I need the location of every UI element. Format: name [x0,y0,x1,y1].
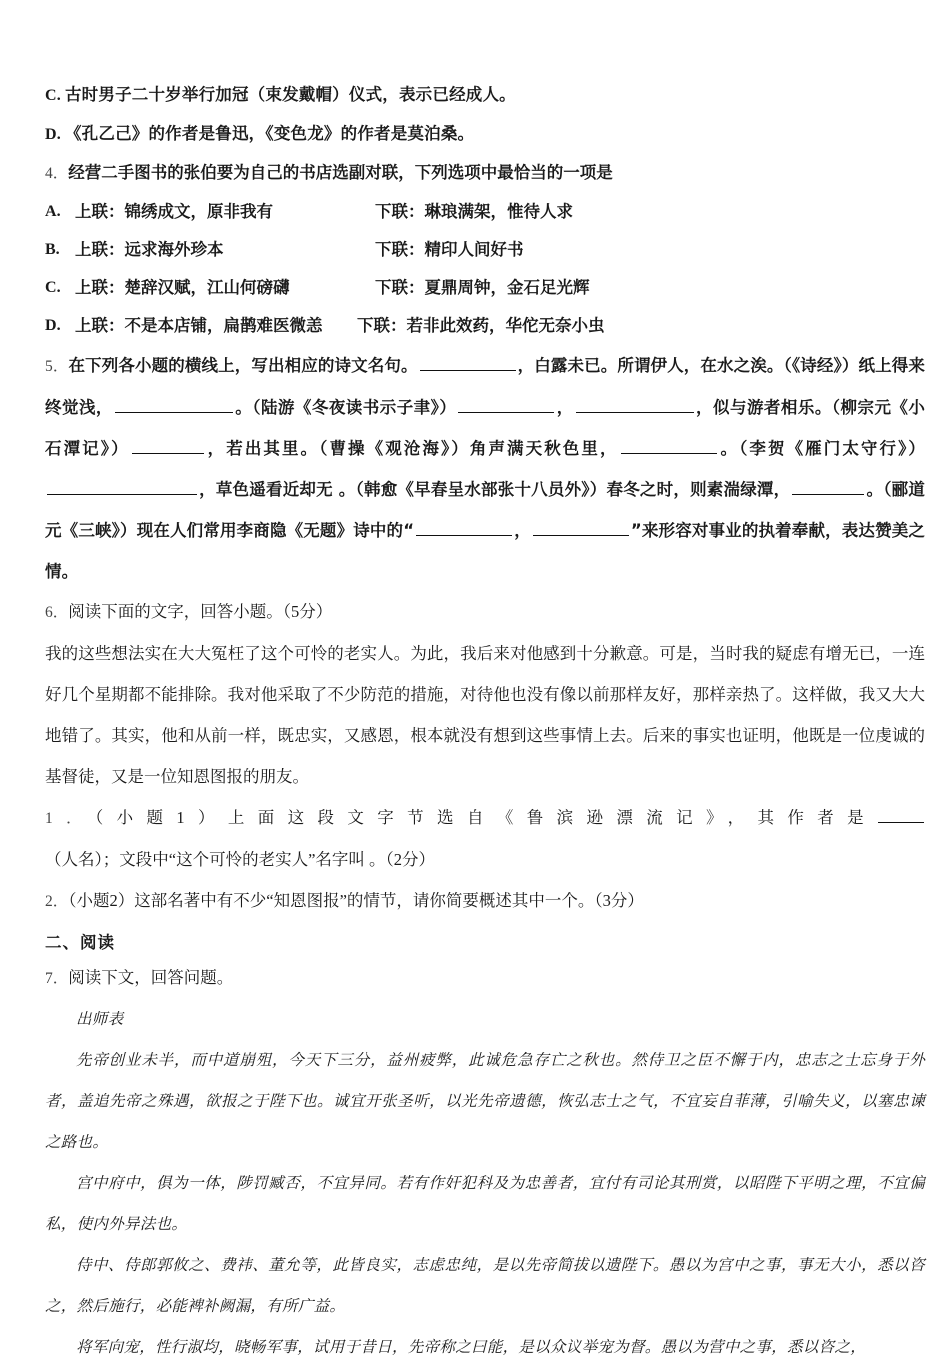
question-6-head [45,592,925,633]
q5-segment-11: ”来形容对事业的执着奉献，表达赞美之情。 [45,521,925,581]
option-lower-couplet: 下联：琳琅满架，惟待人求 [375,202,573,221]
q5-segment-8: ，草色遥看近却无 。（韩愈《早春呈水部张十八员外》）春冬之时，则素湍绿潭， [199,480,791,499]
classical-paragraph-2: 宫中府中，俱为一体，陟罚臧否，不宜异同。若有作奸犯科及为忠善者，宜付有司论其刑赏，以昭陛下平明之理，不宜偏私，使内外异法也。 [45,1175,925,1233]
classical-paragraph-1: 先帝创业未半，而中道崩殂，今天下三分，益州疲弊，此诚危急存亡之秋也。然侍卫之臣不懈于内，忠志之士忘身于外者，盖追先帝之殊遇，欲报之于陛下也。诚宜开张圣听，以光先帝遗德，恢弘志士之气，不宜妄自菲薄，引喻失义，以塞忠谏之路也。 [45,1052,925,1151]
sub-question-2 [45,880,925,922]
option-label: D . [45,307,75,345]
option-lower-couplet: 下联：夏鼎周钟，金石足光辉 [375,278,590,297]
classical-paragraph-4: 将军向宠，性行淑均，晓畅军事，试用于昔日，先帝称之曰能，是以众议举宠为督。愚以为营中之事，悉以咨之， [76,1339,867,1356]
answer-blank-3[interactable] [458,396,554,413]
question-6-passage: 我的这些想法实在大大冤枉了这个可怜的老实人。为此，我后来对他感到十分歉意。可是，当时我的疑虑有增无已，一连好几个星期都不能排除。我对他采取了不少防范的措施，对待他也没有像以前那样友好，那样亲热了。这样做，我又大大地错了。其实，他和从前一样，既忠实，又感恩，根本就没有想到这些事情上去。后来的事实也证明，他既是一位虔诚的基督徒，又是一位知恩图报的朋友。 [45,644,925,786]
answer-blank-7[interactable] [47,478,197,495]
question-number: 6． [45,604,69,621]
classical-passage-title: 出师表 [76,1011,124,1028]
section-heading-reading: 二、阅读 [45,933,115,952]
question-7-head [45,958,925,999]
question-text: 阅读下面的文字，回答小题。（5分） [68,602,333,621]
option-row-q3-d [45,115,925,154]
sub-question-text-a: （小题1）上面这段文字节选自《鲁滨逊漂流记》，其作者是 [95,808,877,827]
q5-segment-7: 。（李贺《雁门太守行》） [718,439,926,458]
question-number: 7． [45,970,69,987]
question-number: 4． [45,165,69,182]
sub-question-number: 1． [45,810,96,827]
q5-segment-10: ， [514,521,531,540]
question-number: 5． [45,358,69,375]
question-text: 阅读下文，回答问题。 [68,968,234,987]
q5-segment-6: ，若出其里。（曹操《观沧海》）角声满天秋色里， [205,439,619,458]
question-text: 经营二手图书的张伯要为自己的书店选副对联，下列选项中最恰当的一项是 [68,163,613,182]
option-text: 《孔乙己》的作者是鲁迅，《变色龙》的作者是莫泊桑。 [64,124,475,143]
classical-paragraph-3: 侍中、侍郎郭攸之、费祎、董允等，此皆良实，志虑忠纯，是以先帝简拔以遗陛下。愚以为宫中之事，事无大小，悉以咨之，然后施行，必能裨补阙漏，有所广益。 [45,1257,925,1315]
option-row-q4-a [45,193,925,231]
q5-segment-2: ，白露未已。所谓伊人，在水之涘。（《诗经》）纸上得来终觉浅， [45,356,925,417]
option-lower-couplet: 下联：精印人间好书 [375,240,524,259]
question-4-stem [45,154,925,193]
answer-blank-6[interactable] [621,437,717,454]
option-upper-couplet: 上联：楚辞汉赋，江山何磅礴 [75,278,290,297]
option-upper-couplet: 上联：远求海外珍本 [75,240,224,259]
answer-blank-1[interactable] [420,354,516,371]
option-lower-couplet: 下联：若非此效药，华佗无奈小虫 [357,316,605,335]
sub-question-number: 2． [45,893,69,910]
option-row-q4-c [45,269,925,307]
answer-blank-4[interactable] [576,396,694,413]
sub-question-text-b: （人名）；文段中“这个可怜的老实人”名字叫 。（2分） [45,850,436,869]
q5-segment-3: 。（陆游《冬夜读书示子聿》） [234,398,457,417]
option-row-q4-b [45,231,925,269]
q5-segment-1: 在下列各小题的横线上，写出相应的诗文名句。 [68,356,418,375]
option-row-q4-d [45,307,925,345]
answer-blank-10[interactable] [533,519,629,536]
sub-question-1 [45,797,925,880]
answer-blank-author[interactable] [878,807,924,823]
option-upper-couplet: 上联：不是本店铺，扁鹊难医微恙 [75,316,323,335]
question-5 [45,345,925,592]
option-upper-couplet: 上联：锦绣成文，原非我有 [75,202,273,221]
answer-blank-8[interactable] [792,478,864,495]
q5-segment-9: 。（郦道元《三峡》）现在人们常用李商隐《无题》诗中的“ [45,480,925,540]
sub-question-text: （小题2）这部名著中有不少“知恩图报”的情节，请你简要概述其中一个。（3分） [68,891,644,910]
option-label: C . [45,87,61,104]
option-label: A . [45,193,75,231]
answer-blank-9[interactable] [416,519,512,536]
answer-blank-2[interactable] [115,396,233,413]
option-label: D . [45,126,61,143]
option-label: C . [45,269,75,307]
option-label: B . [45,231,75,269]
q5-segment-4: ， [556,398,574,417]
answer-blank-5[interactable] [132,437,204,454]
q5-segment-5: ，似与游者相乐。（柳宗元《小石潭记》） [45,398,926,458]
option-row-q3-c [45,76,925,115]
page-content [45,76,925,1368]
option-text: 古时男子二十岁举行加冠（束发戴帽）仪式，表示已经成人。 [64,85,516,104]
